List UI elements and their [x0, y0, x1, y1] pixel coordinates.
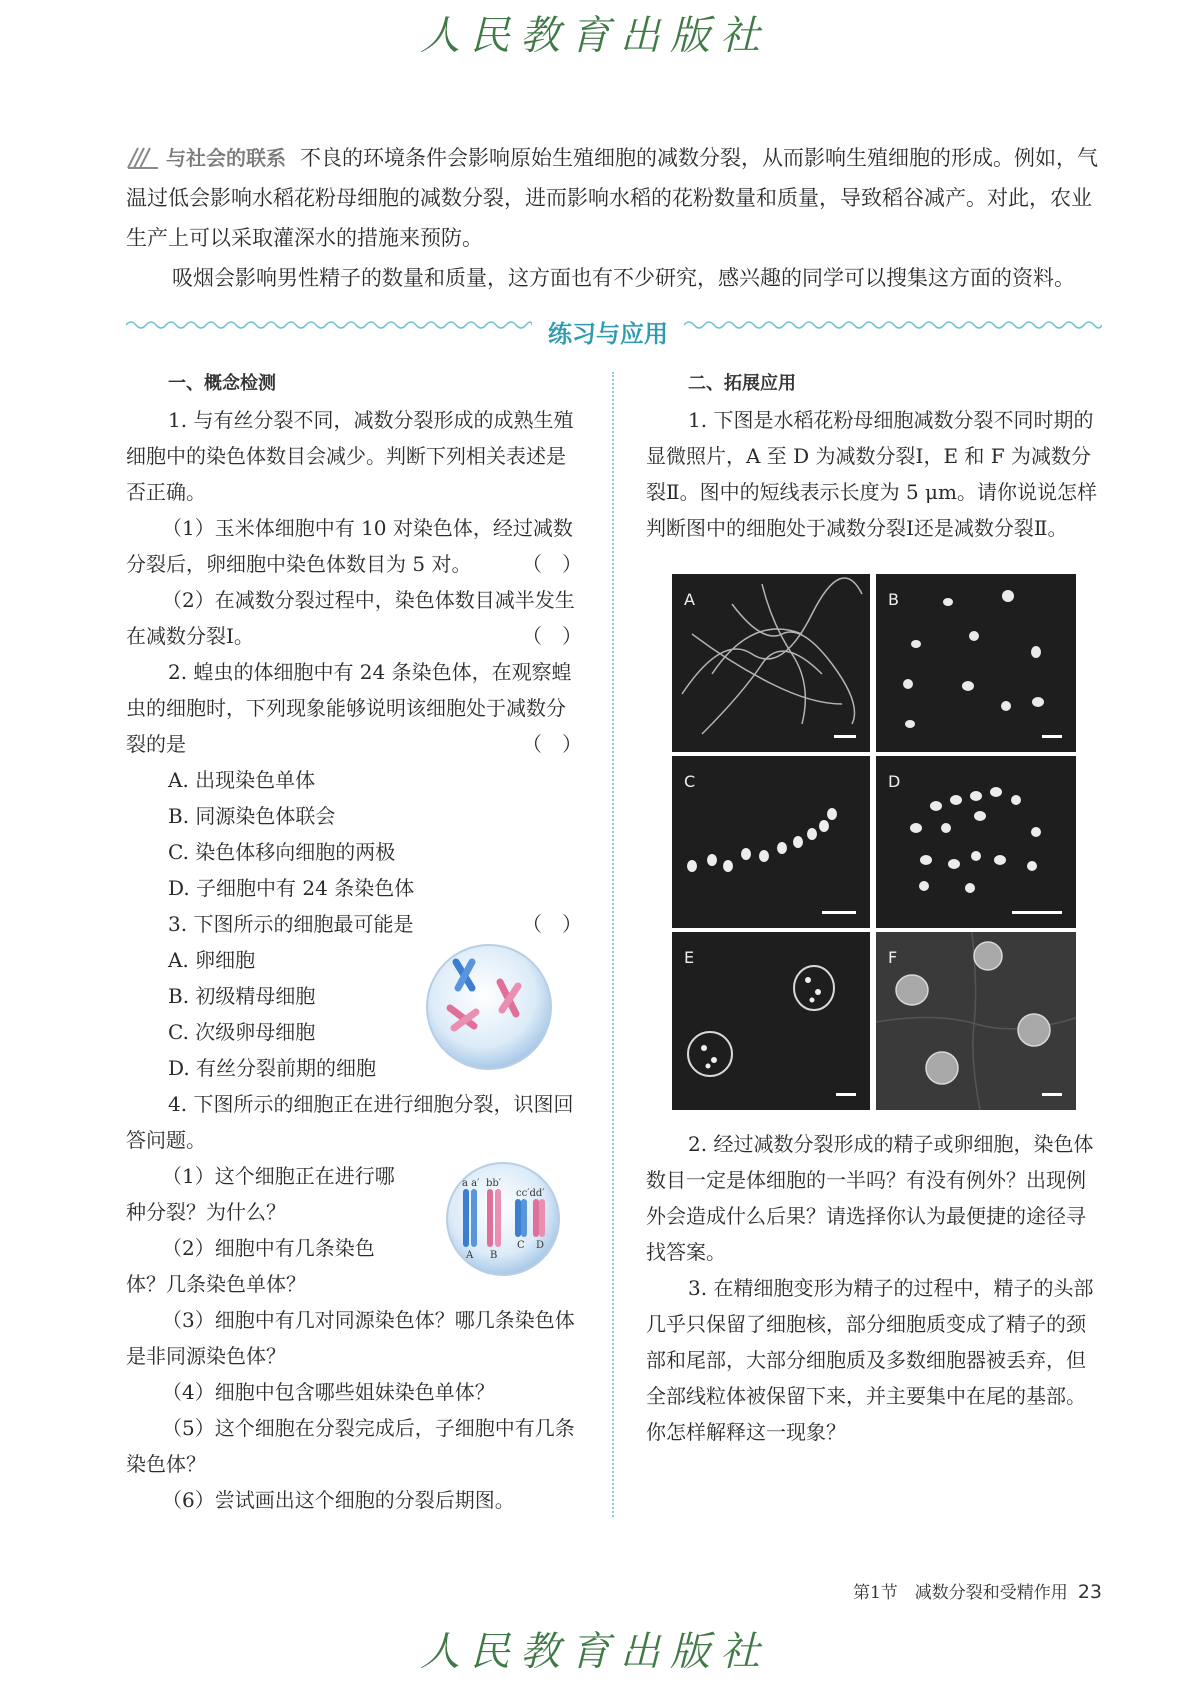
footer-section: 第1节 减数分裂和受精作用	[852, 1583, 1068, 1603]
panel-label: A	[684, 590, 695, 609]
q3-block	[126, 906, 582, 1086]
left-q1-2	[126, 582, 582, 654]
answer-bracket: （ ）	[522, 912, 582, 936]
micrograph-figure	[672, 574, 1076, 1110]
label-D: D	[536, 1240, 545, 1251]
section-title: 练习与应用	[548, 320, 668, 348]
panel-d-image	[876, 756, 1076, 928]
answer-bracket: （ ）	[522, 624, 582, 648]
label-A: A	[466, 1250, 474, 1261]
q3-option: D. 有丝分裂前期的细胞	[168, 1056, 377, 1080]
left-q4-3: （3）细胞中有几对同源染色体？哪几条染色体是非同源染色体？	[126, 1308, 575, 1368]
left-q3	[126, 906, 582, 942]
scale-bar	[836, 1093, 856, 1096]
left-q1-1-text: （1）玉米体细胞中有 10 对染色体，经过减数分裂后，卵细胞中染色体数目为 5 对。	[126, 516, 573, 576]
panel-e-image	[672, 932, 870, 1110]
panel-b-image	[876, 574, 1076, 752]
panel-label: F	[888, 948, 898, 967]
wave-divider-left	[126, 318, 532, 332]
q4-block	[126, 1158, 582, 1302]
panel-label: E	[684, 948, 695, 967]
panel-label: D	[888, 772, 901, 791]
wave-divider-right	[684, 318, 1102, 332]
panel-a-image	[672, 574, 870, 752]
micrograph-panel-a	[672, 574, 870, 752]
left-q4-2: （2）细胞中有几条染色体？几条染色单体？	[126, 1236, 375, 1296]
society-paragraph-2: 吸烟会影响男性精子的数量和质量，这方面也有不少研究，感兴趣的同学可以搜集这方面的资料。	[172, 266, 1075, 290]
q2-option: B. 同源染色体联会	[168, 804, 336, 828]
left-q1: 1. 与有丝分裂不同，减数分裂形成的成熟生殖细胞中的染色体数目会减少。判断下列相关表述是否正确。	[126, 408, 574, 504]
cell-diagram-q4	[444, 1160, 562, 1278]
page-number: 23	[1077, 1581, 1102, 1603]
extension-heading: 二、拓展应用	[688, 373, 796, 394]
label-C: C	[517, 1240, 525, 1251]
left-q3-text: 3. 下图所示的细胞最可能是	[168, 912, 414, 936]
right-q1: 1. 下图是水稻花粉母细胞减数分裂不同时期的显微照片，A 至 D 为减数分裂Ⅰ，E 和 F 为减数分裂Ⅱ。图中的短线表示长度为 5 μm。请你说说怎样判断图中的细胞处于减数分裂Ⅰ还是减数分裂Ⅱ。	[646, 408, 1097, 540]
micrograph-panel-b	[876, 574, 1076, 752]
q2-option: A. 出现染色单体	[168, 768, 316, 792]
panel-label: B	[888, 590, 899, 609]
label-bb: bb′	[486, 1178, 502, 1189]
publisher-logo-top: 人民教育出版社	[420, 13, 770, 59]
micrograph-panel-e	[672, 932, 870, 1110]
left-q4-6: （6）尝试画出这个细胞的分裂后期图。	[162, 1488, 515, 1512]
left-q1-2-text: （2）在减数分裂过程中，染色体数目减半发生在减数分裂Ⅰ。	[126, 588, 575, 648]
answer-bracket: （ ）	[522, 552, 582, 576]
panel-c-image	[672, 756, 870, 928]
right-q3: 3. 在精细胞变形为精子的过程中，精子的头部几乎只保留了细胞核，部分细胞质变成了精子的颈部和尾部，大部分细胞质及多数细胞器被丢弃，但全部线粒体被保留下来，并主要集中在尾的基部。你怎样解释这一现象？	[646, 1276, 1094, 1444]
left-q4: 4. 下图所示的细胞正在进行细胞分裂，识图回答问题。	[126, 1092, 574, 1152]
left-q4-1: （1）这个细胞正在进行哪种分裂？为什么？	[126, 1164, 395, 1224]
concept-check-heading: 一、概念检测	[168, 373, 276, 394]
publisher-logo-bottom: 人民教育出版社	[420, 1629, 770, 1675]
q3-option: A. 卵细胞	[168, 948, 256, 972]
page-footer	[820, 1578, 1102, 1603]
q3-option: C. 次级卵母细胞	[168, 1020, 316, 1044]
cell-diagram-q3	[424, 942, 554, 1072]
left-q4-5: （5）这个细胞在分裂完成后，子细胞中有几条染色体？	[126, 1416, 575, 1476]
column-divider	[612, 372, 614, 1517]
panel-label: C	[684, 772, 696, 791]
scale-bar	[1042, 1093, 1062, 1096]
scale-bar	[822, 911, 856, 914]
left-column	[126, 366, 582, 1518]
left-q1-1	[126, 510, 582, 582]
hatch-icon	[126, 146, 160, 170]
answer-bracket: （ ）	[522, 732, 582, 756]
society-paragraph-1: 不良的环境条件会影响原始生殖细胞的减数分裂，从而影响生殖细胞的形成。例如，气温过低会影响水稻花粉母细胞的减数分裂，进而影响水稻的花粉数量和质量，导致稻谷减产。对此，农业生产上可以采取灌深水的措施来预防。	[126, 146, 1098, 250]
q2-option: D. 子细胞中有 24 条染色体	[168, 876, 415, 900]
micrograph-panel-c	[672, 756, 870, 928]
label-aa: a a′	[462, 1178, 480, 1189]
q3-option: B. 初级精母细胞	[168, 984, 316, 1008]
label-ccdd: cc′dd′	[516, 1188, 545, 1199]
left-q2-text: 2. 蝗虫的体细胞中有 24 条染色体，在观察蝗虫的细胞时，下列现象能够说明该细胞处于减数分裂的是	[126, 660, 572, 756]
micrograph-panel-f	[876, 932, 1076, 1110]
society-tag	[126, 138, 286, 178]
right-q2: 2. 经过减数分裂形成的精子或卵细胞，染色体数目一定是体细胞的一半吗？有没有例外？出现例外会造成什么后果？请选择你认为最便捷的途径寻找答案。	[646, 1132, 1094, 1264]
society-tag-label: 与社会的联系	[166, 146, 286, 170]
scale-bar	[834, 735, 856, 738]
society-connection-box	[126, 138, 1098, 298]
scale-bar	[1012, 911, 1062, 914]
right-column	[646, 366, 1102, 1450]
left-q2	[126, 654, 582, 762]
left-q4-4: （4）细胞中包含哪些姐妹染色单体？	[162, 1380, 495, 1404]
label-B: B	[490, 1250, 498, 1261]
scale-bar	[1042, 735, 1062, 738]
q2-option: C. 染色体移向细胞的两极	[168, 840, 396, 864]
micrograph-panel-d	[876, 756, 1076, 928]
panel-f-image	[876, 932, 1076, 1110]
